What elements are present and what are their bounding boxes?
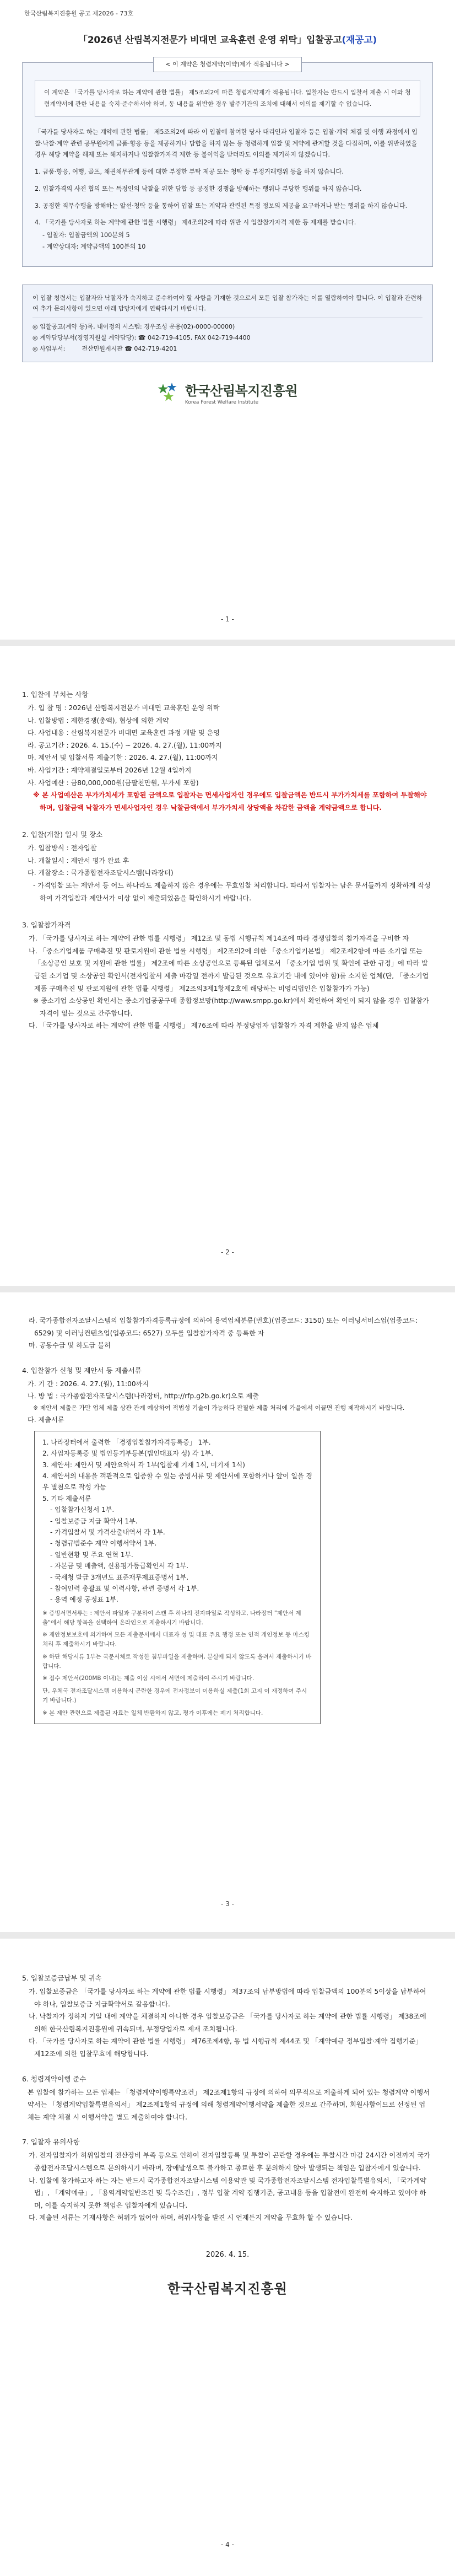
section-item: 가. 입 찰 명 : 2026년 산림복지전문가 비대면 교육훈련 운영 위탁 xyxy=(28,704,220,712)
submission-note: ※ 접수 제안서(200MB 이내)는 제출 이상 시에서 서면에 제출하여 주시기 바랍니다. xyxy=(42,1675,254,1682)
submission-sub-item: - 입찰참가신청서 1부. xyxy=(50,1506,115,1514)
section-item: 가. 「국가를 당사자로 하는 계약에 관한 법률 시행령」 제12조 및 동법 시행규칙 제14조에 따라 경쟁입찰의 참가자격을 구비한 자 xyxy=(29,935,409,943)
submission-item: 4. 제안서의 내용을 객관적으로 입증할 수 있는 증빙서류 및 제안서에 포함하거나 앞이 일을 경우 별첨으로 작성 가능 xyxy=(42,1472,312,1491)
page-number: - 2 - xyxy=(221,1248,234,1256)
submission-sub-item: - 용역 예정 공정표 1부. xyxy=(50,1596,118,1604)
page-number: - 4 - xyxy=(221,2541,234,2548)
notice-number: 한국산림복지진흥원 공고 제2026 - 73호 xyxy=(24,10,134,17)
logo-emblem-icon xyxy=(158,383,180,402)
page-2 xyxy=(0,646,455,1286)
section-item: 가. 입찰보증금은 「국가를 당사자로 하는 계약에 관한 법률 시행령」 제37조의 납부방법에 따라 입찰금액의 100분의 5이상을 납부하여야 하나, 입찰보증금 지급확약서로 갈음합니다. xyxy=(29,1988,426,2008)
section-item: 가. 입찰방식 : 전자입찰 xyxy=(28,844,97,852)
submission-item: 1. 나라장터에서 출력한 「경쟁입찰참가자격등록증」 1부. xyxy=(42,1438,211,1446)
section-item: 나. 방 법 : 국가종합전자조달시스템(나라장터, http://rfp.g2b.go.kr)으로 제출 xyxy=(28,1392,259,1400)
contact-box xyxy=(22,285,433,363)
section-title: 3. 입찰참가자격 xyxy=(22,921,71,930)
section-item: 나. 입찰방법 : 제한경쟁(총액), 협상에 의한 계약 xyxy=(28,716,169,724)
logo-name: 한국산림복지진흥원 xyxy=(185,383,298,399)
section-item: 마. 제안서 및 입찰서류 제출기한 : 2026. 4. 27.(월), 11:00까지 xyxy=(28,754,218,762)
contact-row: ◎ 사업부서: 전산민원게시판 ☎ 042-719-4201 xyxy=(32,345,177,352)
submission-sub-item: - 청렴규범준수 계약 이행서약서 1부. xyxy=(50,1539,157,1548)
section-item: 가. 전자입찰자가 허위입찰의 전산장비 부족 등으로 인하여 전자입찰등록 및 투찰이 곤란할 경우에는 투찰시간 마감 24시간 이전까지 국가종합전자조달시스템으로 문의하시기 바라며, 장애발생으로 불가하고 종료한 후 문의하지 않아 발생되는 책임은 입찰자에게 있습니다. xyxy=(29,2151,430,2172)
notice-sub-item: - 계약상대자: 계약금액의 100분의 10 xyxy=(42,243,146,250)
contact-row: ◎ 계약담당부서(경영지원실 계약담당): ☎ 042-719-4105, FAX 042-719-4400 xyxy=(32,334,251,341)
section-5-7 xyxy=(22,1939,431,2224)
submission-sub-item: - 참여인력 총괄표 및 이력사항, 관련 증명서 각 1부. xyxy=(50,1584,199,1592)
submission-sub-item: - 자본금 및 매출액, 신용평가등급확인서 각 1부. xyxy=(50,1562,189,1570)
page-number: - 3 - xyxy=(221,1900,234,1908)
section-title: 7. 입찰자 유의사항 xyxy=(22,2138,80,2146)
section-title: 5. 입찰보증금납부 및 귀속 xyxy=(22,1974,102,1982)
submission-note: ※ 하단 해당서류 1부는 국문서체로 작성한 첨부파일을 제출하며, 분실에 되지 않도록 올려서 제출하시기 바랍니다. xyxy=(42,1653,312,1670)
notice-label: < 이 계약은 청렴계약(이약)제가 적용됩니다 > xyxy=(153,57,302,72)
section-item: 나. 개찰일시 : 제안서 평가 완료 후 xyxy=(28,856,129,865)
notice-item: 4. 「국가를 당사자로 하는 계약에 관한 법률 시행령」 제4조의2에 따라 위반 시 입찰참가자격 제한 등 제재를 받습니다. xyxy=(35,219,356,227)
title-main: 「2026년 산림복지전문가 비대면 교육훈련 운영 위탁」입찰공고 xyxy=(78,35,342,46)
integrity-notice xyxy=(22,62,433,267)
submission-item: 5. 기타 제출서류 xyxy=(42,1494,91,1502)
section-title: 1. 입찰에 부치는 사항 xyxy=(22,690,89,699)
title-tag: (재공고) xyxy=(342,35,377,46)
submission-sub-item: - 가격입찰서 및 가격산출내역서 각 1부. xyxy=(50,1528,165,1536)
section-item: 라. 공고기간 : 2026. 4. 15.(수) ~ 2026. 4. 27.(월), 11:00까지 xyxy=(28,741,222,749)
page-4 xyxy=(0,1939,455,2576)
section-title: 2. 입찰(개찰) 일시 및 장소 xyxy=(22,830,103,839)
page-title xyxy=(0,32,455,46)
page-1 xyxy=(0,0,455,640)
page-3 xyxy=(0,1292,455,1932)
section-item: 다. 사업내용 : 산림복지전문가 비대면 교육훈련 과정 개발 및 운영 xyxy=(28,729,220,737)
notice-item: 3. 공정한 직무수행을 방해하는 알선·청탁 등을 통하여 입찰 또는 계약과 관련된 특정 정보의 제공을 요구하거나 받는 행위를 하지 않습니다. xyxy=(35,202,408,210)
submission-note: ※ 증빙서면서류는 : 제안서 파일과 구분하여 스캔 후 하나의 전자파일로 작성하고, 나라장터 "제안서 제출"에서 해당 항목을 선택하여 온라인으로 제출하시기 바랍니다. xyxy=(42,1609,301,1626)
submission-note: ※ 본 제안 관련으로 제출된 자료는 일체 반환하지 않고, 평가 이후에는 폐기 처리합니다. xyxy=(42,1709,263,1716)
notice-sub-item: - 입찰자: 입찰금액의 100분의 5 xyxy=(42,232,130,239)
submission-list-box xyxy=(34,1431,321,1724)
section-item: 라. 국가종합전자조달시스템의 입찰참가자격등록규정에 의하여 용역업체분류(번호)(업종코드: 3150) 또는 이러닝서비스업(업종코드: 6529) 및 이러닝컨텐츠업(업종코드: 6527) 모두를 입찰참가자격 중 등록한 자 xyxy=(29,1317,418,1337)
section-item: 다. 「국가를 당사자로 하는 계약에 관한 법률 시행령」 제76조에 따라 부정당업자 입찰참가 자격 제한을 받지 않은 업체 xyxy=(29,1022,379,1030)
notice-lead: 「국가를 당사자로 하는 계약에 관한 법률」 제5조의2에 따라 이 입찰에 참여한 당사 대리인과 입찰자 등은 입찰·계약 체결 및 이행 과정에서 입찰·낙찰·계약 관련 공무원에게 금품·향응 등을 제공하거나 담합을 하지 않는 등 청렴하게 입찰 및 계약에 관계할 것을 다짐하며, 이를 위반하였을 경우 해당 계약을 해제 또는 해지하거나 입찰참가자격 제한 등 불이익을 받더라도 이의를 제기하지 않겠습니다. xyxy=(35,128,418,159)
section-item: 가. 기 간 : 2026. 4. 27.(월), 11:00까지 xyxy=(28,1380,149,1388)
submission-note: ※ 제안정보보호에 의거하여 모든 제출문서에서 대표자 성 및 대표 주요 행정 또는 인적 개인정보 등 마스킹 처리 후 제출하시기 바랍니다. xyxy=(42,1632,310,1648)
section-item: 사. 사업예산 : 금80,000,000원(금팔천만원, 부가세 포함) xyxy=(28,779,199,787)
submission-sub-item: - 일반현황 및 주요 연혁 1부. xyxy=(50,1550,133,1559)
submission-item: 2. 사업자등록증 및 법인등기부등본(법인대표자 성) 각 1부. xyxy=(42,1450,214,1458)
page-number: - 1 - xyxy=(221,615,234,623)
section-1 xyxy=(22,646,431,1032)
section-item: 바. 사업기간 : 계약체결일로부터 2026년 12월 4일까지 xyxy=(28,766,192,774)
section-item: 나. 입찰에 참가하고자 하는 자는 반드시 국가종합전자조달시스템 이용약관 및 국가종합전자조달시스템 전자입찰특별유의서, 「국가계약법」, 「계약예규」, 「용역계약일반조건 및 특수조건」, 정부 입찰 계약 집행기준, 공고내용 등을 입찰전에 완전히 숙지하고 있어야 하며, 이를 숙지하지 못한 책임은 입찰자에게 있습니다. xyxy=(29,2176,426,2209)
institute-logo xyxy=(0,380,455,405)
contact-intro: 이 입찰 청렴서는 입찰자와 낙찰자가 숙지하고 준수하여야 할 사항을 기재한 것으로서 모든 입찰 참가자는 이를 열람하여야 합니다. 이 입찰과 관련하여 추가 문의사항이 있으면 아래 담당자에게 연락하시기 바랍니다. xyxy=(32,294,422,313)
notice-item: 1. 금품·향응, 여행, 골프, 채권채무관계 등에 대한 부정한 부탁 제공 또는 청탁 등 부정거래행위 등을 하지 않습니다. xyxy=(35,168,344,176)
section-item: 다. 제출서류 xyxy=(28,1416,64,1424)
section-title: 4. 입찰참가 신청 및 제안서 등 제출서류 xyxy=(22,1366,142,1375)
vat-note: ※ 본 사업예산은 부가가치세가 포함된 금액으로 입찰자는 면세사업자인 경우에도 입찰금액은 반드시 부가가치세를 포함하여 투찰해야 하며, 입찰금액 낙찰자가 면세사업자인 경우 낙찰금액에서 부가가치세 상당액을 차감한 금액을 계약금액으로 합니다. xyxy=(33,791,427,812)
notice-item: 2. 입찰가격의 사전 협의 또는 특정인의 낙찰을 위한 담합 등 공정한 경쟁을 방해하는 행위나 부당한 행위를 하지 않습니다. xyxy=(35,185,362,192)
section-item: 다. 「국가를 당사자로 하는 계약에 관한 법률 시행령」 제76조제4항, 동 법 시행규칙 제44조 및 「계약예규 정부입찰·계약 집행기준」 제12조에 의한 입찰무효에 해당합니다. xyxy=(29,2037,422,2058)
submission-sub-item: - 입찰보증금 지급 확약서 1부. xyxy=(50,1517,138,1525)
section-note: ※ 중소기업 소상공인 확인서는 중소기업공공구매 종합정보망(http://www.smpp.go.kr)에서 확인하여 확인이 되지 않을 경우 입찰참가 자격이 없는 것으로 간주합니다. xyxy=(33,997,429,1017)
section-title: 6. 청렴계약이행 준수 xyxy=(22,2074,86,2083)
section-item: 나. 낙찰자가 정하지 기일 내에 계약을 체결하지 아니한 경우 입찰보증금은 「국가를 당사자로 하는 계약에 관한 법률 시행령」 제38조에 의해 한국산림복지진흥원에 귀속되며, 부정당업자로 제재 조치됩니다. xyxy=(29,2012,426,2033)
section-item: 다. 제출된 서류는 기재사항은 허위가 없어야 하며, 허위사항을 발견 시 언제든지 계약을 무효화 할 수 있습니다. xyxy=(29,2214,353,2222)
submission-note: 단, 우체국 전자조달시스템 이용하지 곤란한 경우에 전자정보이 이용하실 제출(1회 고지 이 재정하여 주시기 바랍니다.) xyxy=(42,1688,307,1704)
section-item: 나. 「중소기업제품 구매촉진 및 판로지원에 관한 법률 시행령」 제2조의2에 의한 「중소기업기본법」 제2조제2항에 따른 소기업 또는 「소상공인 보호 및 지원에 관한 법률」 제2조에 따른 소상공인으로 등록된 업체로서 「중소기업 범위 및 확인에 관한 규정」에 따라 발급된 소기업 및 소상공인 확인서(전자입찰서 제출 마감일 전까지 발급된 것으로 유효기간 내에 있어야 함)를 소지한 업체(단, 「중소기업제품 구매촉진 및 판로지원에 관한 법률 시행령」 제2조의3제1항제2호에 해당하는 비영리법인은 입찰참가가 가능) xyxy=(29,947,429,992)
section-item: 다. 개찰장소 : 국가종합전자조달시스템(나라장터) xyxy=(28,869,174,877)
submission-item: 3. 제안서: 제안서 및 제안요약서 각 1부(입찰제 기재 1식, 미기재 1식) xyxy=(42,1461,245,1469)
logo-subtitle: Korea Forest Welfare Institute xyxy=(185,400,259,406)
section-text: 본 입찰에 참가하는 모든 업체는 「청렴계약이행특약조건」 제2조제1항의 규정에 의하여 의무적으로 제출하게 되어 있는 청렴계약 이행서약서는 「청렴계약입찰특별유의서」 제2조제1항의 규정에 의해 청렴계약이행서약을 제출한 것으로 간주하며, 회원사함이므로 선정된 업체는 계약 체결 시 이행서약을 별도 제출하여야 합니다. xyxy=(28,2088,430,2121)
notice-date: 2026. 4. 15. xyxy=(205,2250,250,2259)
contact-row: ◎ 입찰공고(계약 등)목, 내이정의 시스템: 경우조성 운용(02)-0000-00000) xyxy=(32,323,235,331)
section-3-cont xyxy=(22,1292,431,1724)
notice-box: 이 계약은 「국가를 당사자로 하는 계약에 관한 법률」 제5조의2에 따른 청렴계약제가 적용됩니다. 입찰자는 반드시 입찰서 제출 시 이와 청렴계약서에 관한 내용을 숙지·준수하셔야 하며, 동 내용을 위반한 경우 발주기관의 조치에 대해서 이의를 제기할 수 없습니다. xyxy=(35,80,420,117)
issuing-organization: 한국산림복지진흥원 xyxy=(167,2280,288,2296)
submission-sub-item: - 국세청 발급 3개년도 표준재무제표증명서 1부. xyxy=(50,1573,189,1581)
section-item: 마. 공동수급 및 하도급 불허 xyxy=(29,1341,111,1350)
section-note: ※ 제안서 제출은 가만 업체 제출 상관 관계 예상하여 적법성 기술이 가능하다 판필한 제출 처리에 가을에서 이끌면 진행 제작하시기 바랍니다. xyxy=(33,1404,405,1412)
section-sub-item: - 가격입찰 또는 제안서 등 어느 하나라도 제출하지 않은 경우에는 무효입찰 처리합니다. 따라서 입찰자는 남은 문서들까지 정확하게 작성하여 가격입찰과 제안서가 이상 없이 제출되었음을 확인하시기 바랍니다. xyxy=(33,882,431,902)
